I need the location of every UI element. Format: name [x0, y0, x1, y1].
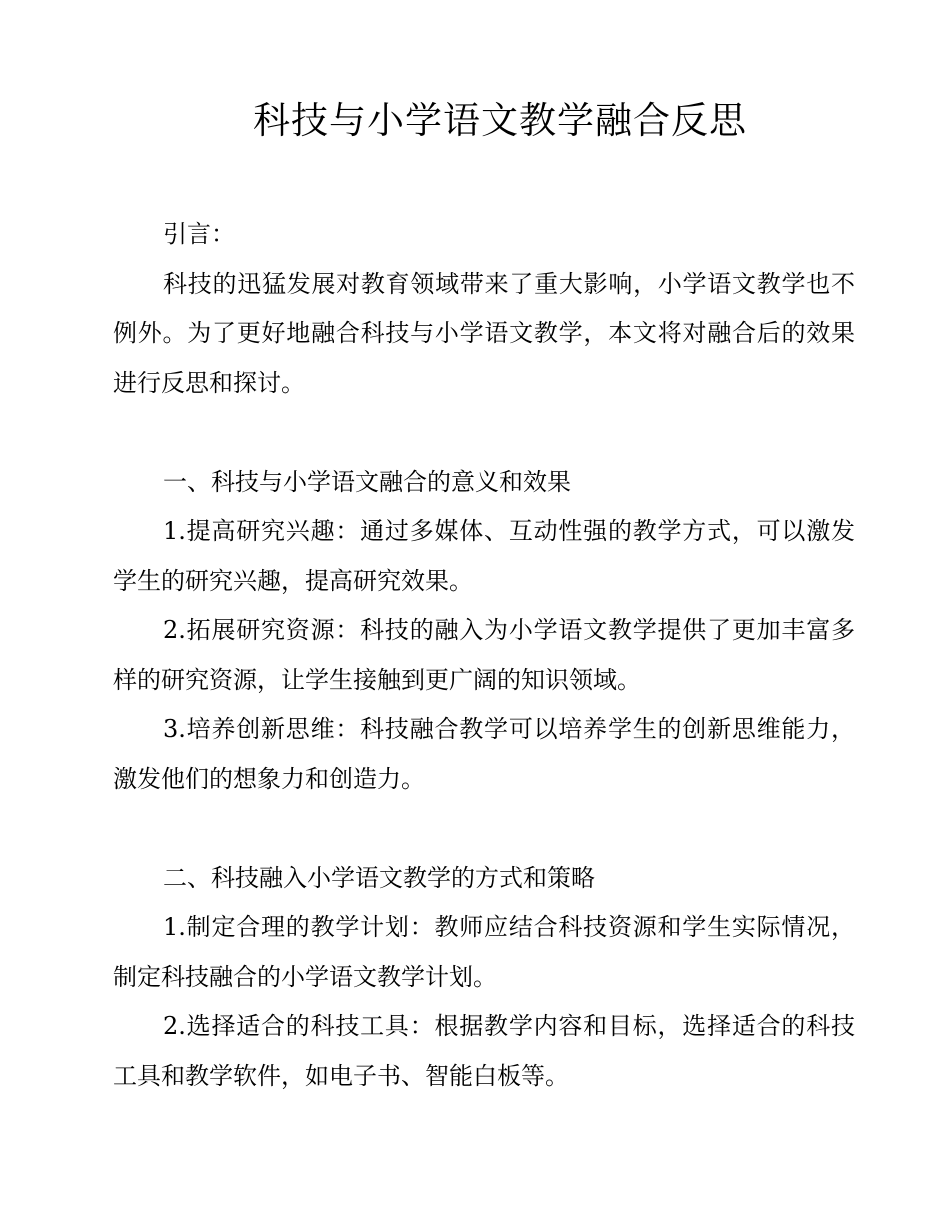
list-item: 3.培养创新思维：科技融合教学可以培养学生的创新思维能力，激发他们的想象力和创造力。	[113, 715, 855, 793]
list-item: 1.制定合理的教学计划：教师应结合科技资源和学生实际情况，制定科技融合的小学语文教学计划。	[113, 913, 855, 991]
intro-paragraph: 科技的迅猛发展对教育领域带来了重大影响，小学语文教学也不例外。为了更好地融合科技与小学语文教学，本文将对融合后的效果进行反思和探讨。	[113, 269, 855, 397]
section-spacer	[113, 804, 855, 854]
intro-heading: 引言：	[163, 220, 235, 248]
section-spacer	[113, 408, 855, 458]
section-heading: 二、科技融入小学语文教学的方式和策略	[163, 863, 595, 892]
document-title: 科技与小学语文教学融合反思	[253, 99, 747, 142]
list-item: 2.拓展研究资源：科技的融入为小学语文教学提供了更加丰富多样的研究资源，让学生接触到更广阔的知识领域。	[113, 616, 855, 694]
list-item: 2.选择适合的科技工具：根据教学内容和目标，选择适合的科技工具和教学软件，如电子书、智能白板等。	[113, 1012, 855, 1090]
document-body	[113, 210, 855, 1101]
list-item: 1.提高研究兴趣：通过多媒体、互动性强的教学方式，可以激发学生的研究兴趣，提高研究效果。	[113, 517, 855, 595]
section-heading: 一、科技与小学语文融合的意义和效果	[163, 467, 571, 496]
